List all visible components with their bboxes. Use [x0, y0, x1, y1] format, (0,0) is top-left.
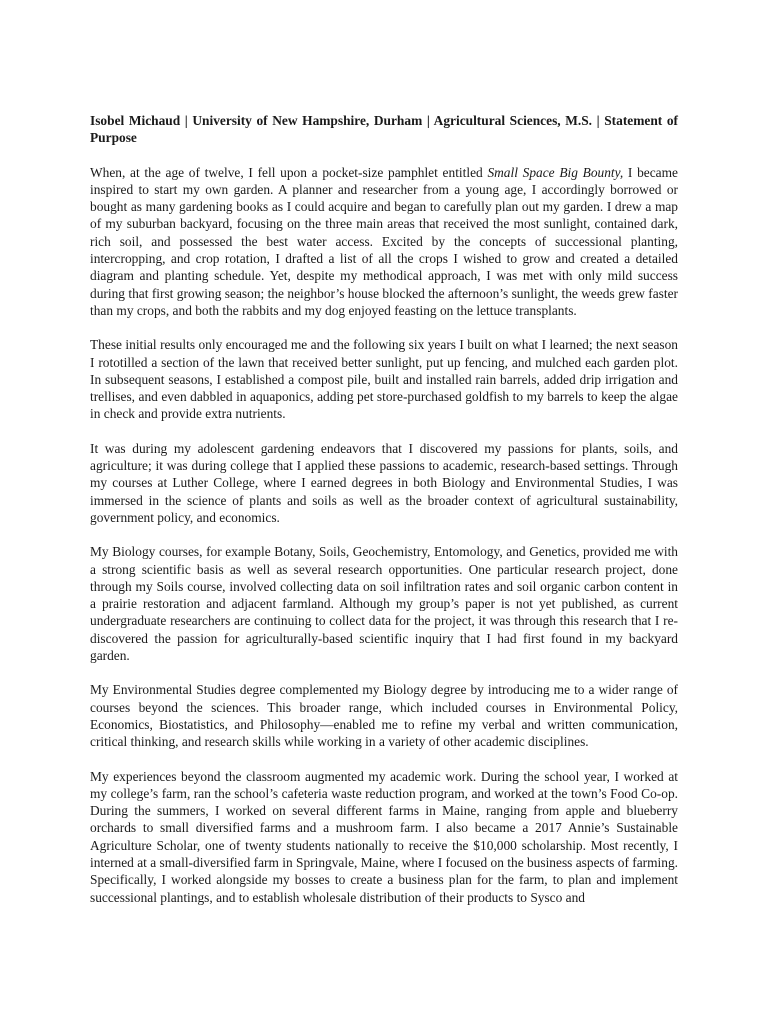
pamphlet-title: Small Space Big Bounty,	[487, 164, 624, 180]
paragraph-1-after: I became inspired to start my own garden. A planner and researcher from a young age, I accordingly borrowed or bought as many gardening books as I could acquire and began to carefully plan out my garden. I drew a map of my suburban backyard, focusing on the three main areas that received the most sunlight, contained dark, rich soil, and possessed the best water access. Excited by the concepts of successional planting, intercropping, and crop rotation, I drafted a list of all the crops I wished to grow and created a detailed diagram and planting schedule. Yet, despite my methodical approach, I was met with only mild success during that first growing season; the neighbor’s house blocked the afternoon’s sunlight, the weeds grew faster than my crops, and both the rabbits and my dog enjoyed feasting on the lettuce transplants.	[90, 164, 678, 318]
document-page	[90, 112, 678, 923]
document-heading: Isobel Michaud | University of New Hampshire, Durham | Agricultural Sciences, M.S. | Statement of Purpose	[90, 113, 678, 146]
paragraph-1	[90, 164, 678, 320]
paragraph-5: My Environmental Studies degree complemented my Biology degree by introducing me to a wider range of courses beyond the sciences. This broader range, which included courses in Environmental Policy, Economics, Biostatistics, and Philosophy—enabled me to refine my verbal and written communication, critical thinking, and research skills while working in a variety of other academic disciplines.	[90, 682, 678, 750]
paragraph-3: It was during my adolescent gardening endeavors that I discovered my passions for plants, soils, and agriculture; it was during college that I applied these passions to academic, research-based settings. Through my courses at Luther College, where I earned degrees in both Biology and Environmental Studies, I was immersed in the science of plants and soils as well as the broader context of agricultural sustainability, government policy, and economics.	[90, 440, 678, 525]
paragraph-2: These initial results only encouraged me and the following six years I built on what I learned; the next season I rototilled a section of the lawn that received better sunlight, put up fencing, and mulched each garden plot. In subsequent seasons, I established a compost pile, built and installed rain barrels, added drip irrigation and trellises, and even dabbled in aquaponics, adding pet store-purchased goldfish to my barrels to keep the algae in check and provide extra nutrients.	[90, 337, 678, 422]
paragraph-1-before: When, at the age of twelve, I fell upon a pocket-size pamphlet entitled	[90, 164, 488, 180]
paragraph-6: My experiences beyond the classroom augmented my academic work. During the school year, I worked at my college’s farm, ran the school’s cafeteria waste reduction program, and worked at the town’s Food Co-op. During the summers, I worked on several different farms in Maine, ranging from apple and blueberry orchards to small diversified farms and a mushroom farm. I also became a 2017 Annie’s Sustainable Agriculture Scholar, one of twenty students nationally to receive the $10,000 scholarship. Most recently, I interned at a small-diversified farm in Springvale, Maine, where I focused on the business aspects of farming. Specifically, I worked alongside my bosses to create a business plan for the farm, to plan and implement successional plantings, and to establish wholesale distribution of their products to Sysco and	[90, 768, 678, 905]
paragraph-4: My Biology courses, for example Botany, Soils, Geochemistry, Entomology, and Genetics, provided me with a strong scientific basis as well as several research opportunities. One particular research project, done through my Soils course, involved collecting data on soil infiltration rates and soil organic carbon content in a prairie restoration and adjacent farmland. Although my group’s paper is not yet published, as current undergraduate researchers are continuing to collect data for the project, it was through this research that I re-discovered the passion for agriculturally-based scientific inquiry that I had first found in my backyard garden.	[90, 544, 678, 664]
